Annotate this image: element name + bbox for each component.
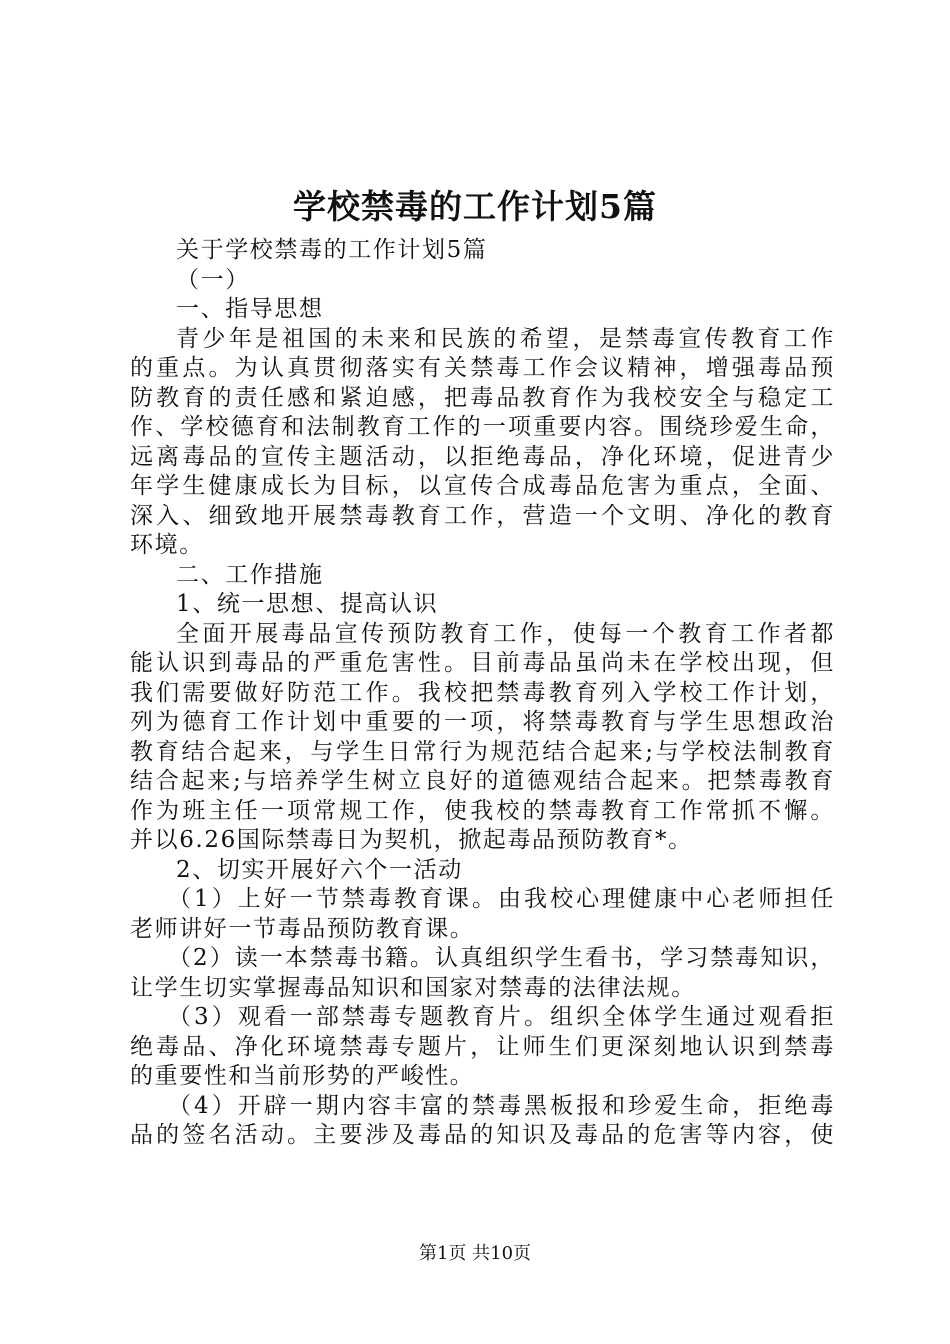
subheading-unify-thinking: 1、统一思想、提高认识 [176,591,439,617]
paragraph-line: 我们需要做好防范工作。我校把禁毒教育列入学校工作计划， [130,679,835,706]
paragraph-line: 远离毒品的宣传主题活动，以拒绝毒品，净化环境，促进青少 [130,443,835,470]
list-item-line: 的重要性和当前形势的严峻性。 [130,1063,475,1089]
subheading-six-activities: 2、切实开展好六个一活动 [176,856,463,883]
section-number: （一） [176,266,250,293]
paragraph-line: 列为德育工作计划中重要的一项，将禁毒教育与学生思想政治 [130,709,835,735]
list-item-line: （3）观看一部禁毒专题教育片。组织全体学生通过观看拒 [168,1004,835,1030]
heading-guiding-ideology: 一、指导思想 [176,296,324,322]
list-item-line: 绝毒品、净化环境禁毒专题片，让师生们更深刻地认识到禁毒 [130,1033,835,1060]
paragraph-line: 防教育的责任感和紧迫感，把毒品教育作为我校安全与稳定工 [130,384,835,411]
list-item-line: 老师讲好一节毒品预防教育课。 [130,915,475,942]
list-item-line: （1）上好一节禁毒教育课。由我校心理健康中心老师担任 [168,886,835,912]
heading-work-measures: 二、工作措施 [176,561,324,588]
paragraph-line: 环境。 [130,532,204,558]
paragraph-line: 青少年是祖国的未来和民族的希望，是禁毒宣传教育工作 [176,325,835,352]
list-item-line: 让学生切实掌握毒品知识和国家对禁毒的法律法规。 [130,974,696,1001]
list-item-line: （2）读一本禁毒书籍。认真组织学生看书，学习禁毒知识， [168,945,835,971]
document-title: 学校禁毒的工作计划5篇 [293,187,657,226]
paragraph-line: 年学生健康成长为目标，以宣传合成毒品危害为重点，全面、 [130,473,835,499]
list-item-line: （4）开辟一期内容丰富的禁毒黑板报和珍爱生命，拒绝毒 [168,1092,835,1119]
paragraph-line: 教育结合起来，与学生日常行为规范结合起来;与学校法制教育 [130,738,835,765]
paragraph-line: 深入、细致地开展禁毒教育工作，营造一个文明、净化的教育 [130,502,835,529]
paragraph-line: 并以6.26国际禁毒日为契机，掀起毒品预防教育*。 [130,827,693,853]
list-item-line: 品的签名活动。主要涉及毒品的知识及毒品的危害等内容，使 [130,1122,835,1148]
document-body [130,236,835,1151]
paragraph-line: 能认识到毒品的严重危害性。目前毒品虽尚未在学校出现，但 [130,650,835,676]
subtitle-line: 关于学校禁毒的工作计划5篇 [176,237,488,263]
paragraph-line: 的重点。为认真贯彻落实有关禁毒工作会议精神，增强毒品预 [130,355,835,381]
paragraph-line: 作、学校德育和法制教育工作的一项重要内容。围绕珍爱生命， [130,414,835,440]
page-footer: 第1页 共10页 [418,1243,532,1264]
paragraph-line: 作为班主任一项常规工作，使我校的禁毒教育工作常抓不懈。 [130,797,835,824]
paragraph-line: 全面开展毒品宣传预防教育工作，使每一个教育工作者都 [176,620,835,647]
paragraph-line: 结合起来;与培养学生树立良好的道德观结合起来。把禁毒教育 [130,768,835,794]
